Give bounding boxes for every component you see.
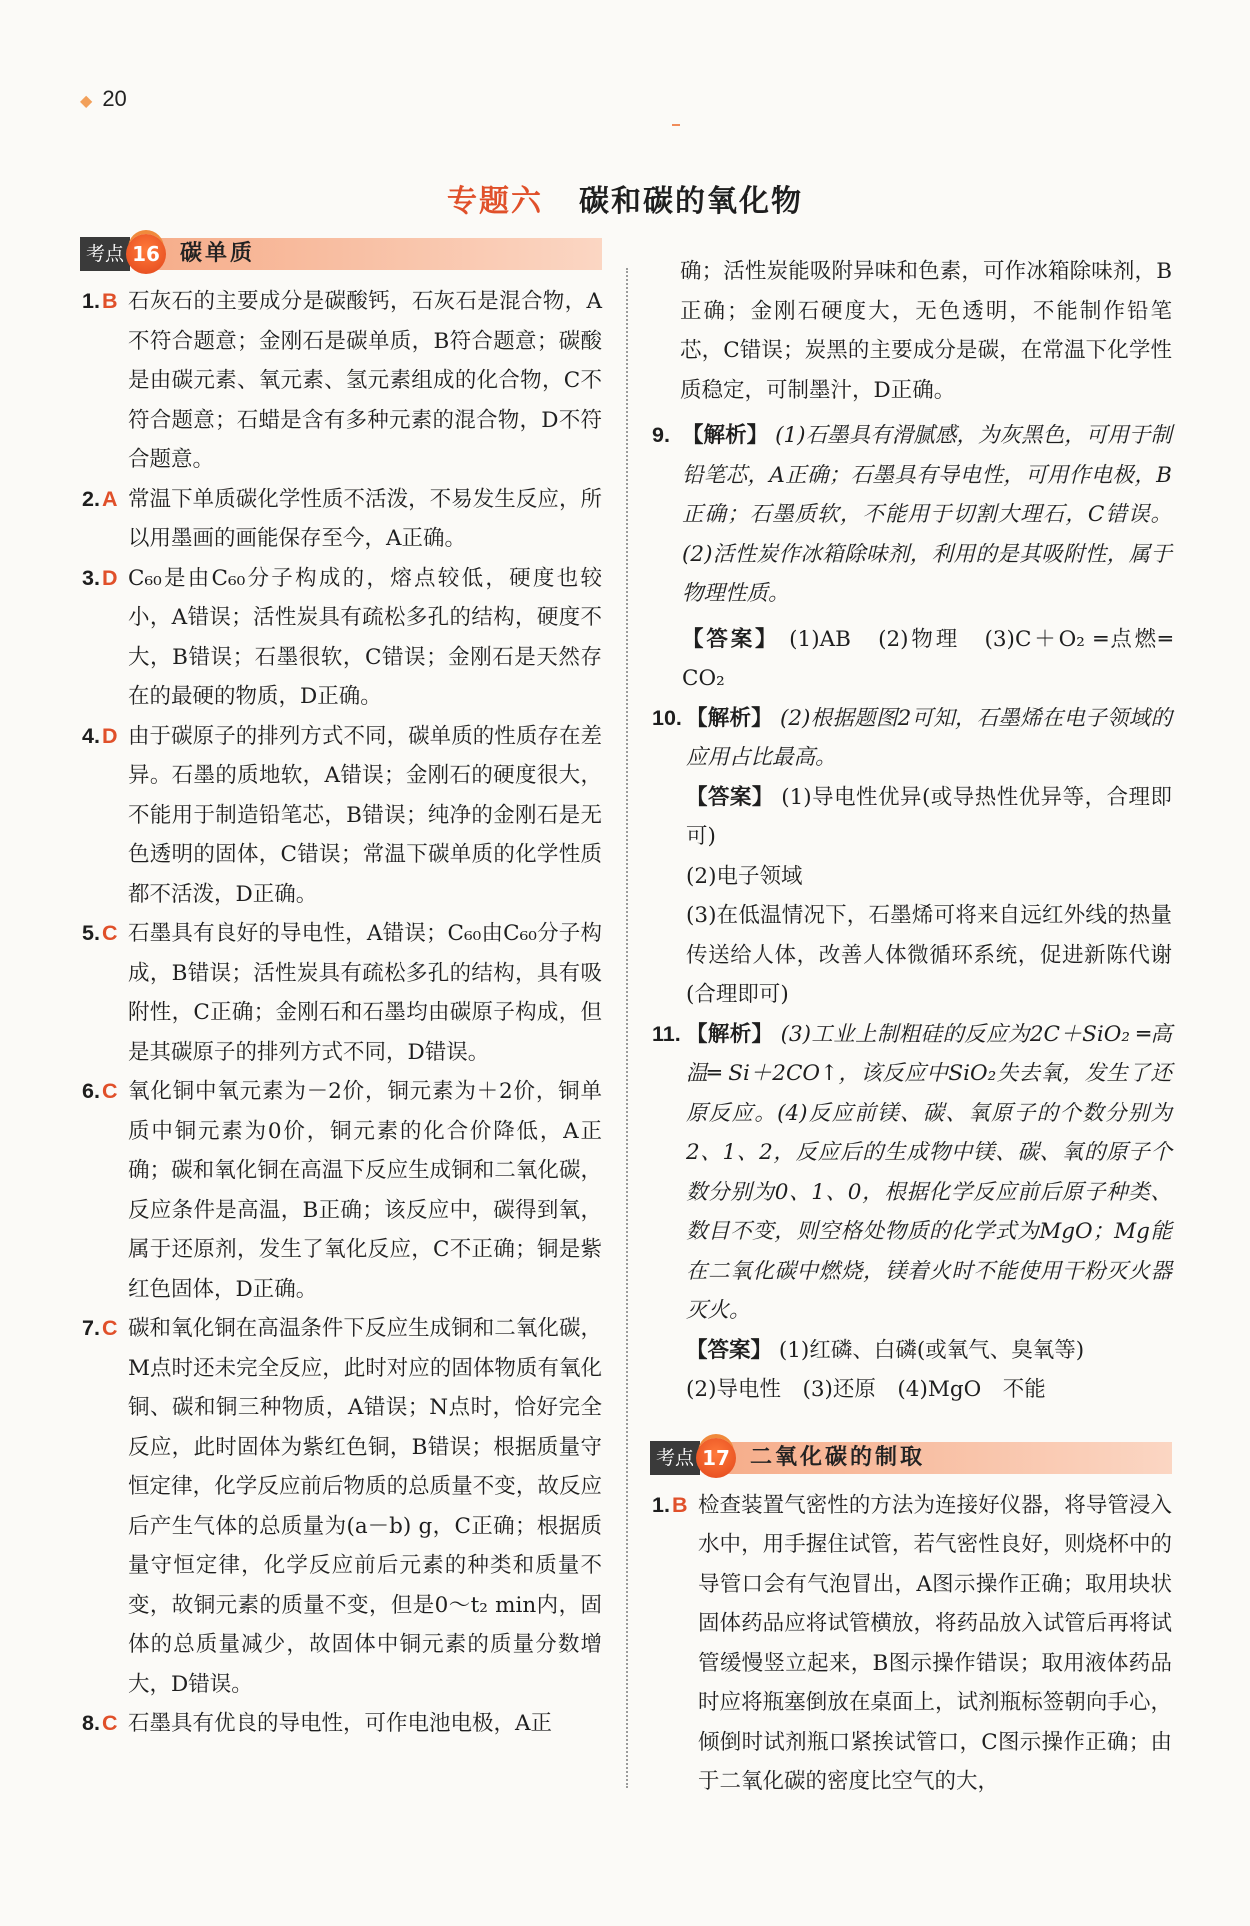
page-number-text: 20 [102, 86, 127, 111]
answer-letter: C [101, 1079, 118, 1103]
kaodian-label: 考点 [650, 1441, 700, 1475]
section-header-16 [80, 234, 602, 274]
topic-name: 碳和碳的氧化物 [579, 184, 803, 219]
answer-item-9: 9. 【解析】 (1)石墨具有滑腻感，为灰黑色，可用于制铅笔芯，A正确；石墨具有导电性，可用作电极，B正确；石墨质软，不能用于切割大理石，C错误。(2)活性炭作冰箱除味剂，利用的是其吸附性，属于物理性质。 【答案】 (1)AB (2)物理 (3)C＋O₂ ═点燃═ CO₂ [652, 416, 1172, 699]
answer-item-10: 10. 【解析】 (2)根据题图2可知，石墨烯在电子领域的应用占比最高。 【答案】 (1)导电性优异(或导热性优异等，合理即可) (2)电子领域 (3)在低温情况下，石墨烯可将来自远红外线的热量传送给人体，改善人体微循环系统，促进新陈代谢(合理即可) [652, 699, 1172, 1015]
answer-letter: D [101, 723, 118, 748]
explanation-text: 常温下单质碳化学性质不活泼，不易发生反应，所以用墨画的画能保存至今，A正确。 [128, 486, 602, 551]
answer-letter: C [101, 1316, 118, 1340]
answer-item-6: 6.C 氧化铜中氧元素为－2价，铜元素为＋2价，铜单质中铜元素为0价，铜元素的化合价降低，A正确；碳和氧化铜在高温下反应生成铜和二氧化碳，反应条件是高温，B正确；该反应中，碳得到氧，属于还原剂，发生了氧化反应，C不正确；铜是紫红色固体，D正确。 [82, 1072, 602, 1309]
answer-letter: A [101, 486, 118, 511]
answer-letter: C [101, 921, 118, 945]
explanation-text: 由于碳原子的排列方式不同，碳单质的性质存在差异。石墨的质地软，A错误；金刚石的硬度很大，不能用于制造铅笔芯，B错误；纯净的金刚石是无色透明的固体，C错误；常温下碳单质的化学性质都不活泼，D正确。 [128, 723, 602, 907]
analysis-text: (1)石墨具有滑腻感，为灰黑色，可用于制铅笔芯，A正确；石墨具有导电性，可用作电极，B正确；石墨质软，不能用于切割大理石，C错误。(2)活性炭作冰箱除味剂，利用的是其吸附性，属于物理性质。 [682, 423, 1172, 606]
flame-number-badge: 16 [126, 234, 166, 274]
answer-letter: B [101, 289, 118, 313]
answer-text: (2)导电性 (3)还原 (4)MgO 不能 [686, 1377, 1046, 1402]
answer-line [682, 620, 1172, 699]
explanation-text: 石灰石的主要成分是碳酸钙，石灰石是混合物，A不符合题意；金刚石是碳单质，B符合题意；碳酸是由碳元素、氧元素、氢元素组成的化合物，C不符合题意；石蜡是含有多种元素的混合物，D不符合题意。 [128, 289, 602, 472]
explanation-text: 石墨具有良好的导电性，A错误；C₆₀由C₆₀分子构成，B错误；活性炭具有疏松多孔的结构，具有吸附性，C正确；金刚石和石墨均由碳原子构成，但是其碳原子的排列方式不同，D错误。 [128, 921, 602, 1065]
explanation-text: 检查装置气密性的方法为连接好仪器，将导管浸入水中，用手握住试管，若气密性良好，则烧杯中的导管口会有气泡冒出，A图示操作正确；取用块状固体药品应将试管横放，将药品放入试管后再将试管缓慢竖立起来，B图示操作错误；取用液体药品时应将瓶塞倒放在桌面上，试剂瓶标签朝向手心，倾倒时试剂瓶口紧挨试管口，C图示操作正确；由于二氧化碳的密度比空气的大， [698, 1492, 1172, 1794]
decorative-dash [672, 124, 680, 126]
answer-letter: B [671, 1492, 688, 1517]
analysis-text: (2)根据题图2可知，石墨烯在电子领域的应用占比最高。 [686, 705, 1172, 770]
left-column [82, 241, 602, 1744]
analysis-tag: 【解析】 [686, 705, 773, 731]
explanation-text: 石墨具有优良的导电性，可作电池电极，A正 [128, 1711, 553, 1736]
diamond-icon: ◆ [80, 93, 93, 110]
flame-number-badge: 17 [696, 1438, 736, 1478]
answer-tag: 【答案】 [682, 626, 780, 652]
section-title: 碳单质 [180, 241, 256, 267]
right-column [652, 252, 1172, 1802]
answer-tag: 【答案】 [686, 784, 774, 810]
kaodian-label: 考点 [80, 237, 130, 271]
explanation-text: C₆₀是由C₆₀分子构成的，熔点较低，硬度也较小，A错误；活性炭具有疏松多孔的结构，硬度不大，B错误；石墨很软，C错误；金刚石是天然存在的最硬的物质，D正确。 [128, 565, 602, 709]
section-title: 二氧化碳的制取 [750, 1444, 926, 1470]
explanation-text: 氧化铜中氧元素为－2价，铜元素为＋2价，铜单质中铜元素为0价，铜元素的化合价降低，A正确；碳和氧化铜在高温下反应生成铜和二氧化碳，反应条件是高温，B正确；该反应中，碳得到氧，属于还原剂，发生了氧化反应，C不正确；铜是紫红色固体，D正确。 [128, 1079, 602, 1302]
page-number [80, 86, 127, 112]
answer-item-8: 8.C 石墨具有优良的导电性，可作电池电极，A正 [82, 1704, 602, 1744]
answer-letter: C [101, 1711, 118, 1735]
answer-item-5: 5.C 石墨具有良好的导电性，A错误；C₆₀由C₆₀分子构成，B错误；活性炭具有疏松多孔的结构，具有吸附性，C正确；金刚石和石墨均由碳原子构成，但是其碳原子的排列方式不同，D错误。 [82, 914, 602, 1072]
answer-text: (1)红磷、白磷(或氧气、臭氧等) [778, 1337, 1085, 1363]
topic-label: 专题六 [447, 184, 543, 219]
answer-item-3: 3.D C₆₀是由C₆₀分子构成的，熔点较低，硬度也较小，A错误；活性炭具有疏松多孔的结构，硬度不大，B错误；石墨很软，C错误；金刚石是天然存在的最硬的物质，D正确。 [82, 559, 602, 717]
answer-text: (2)电子领域 [686, 863, 803, 889]
answer-text: (3)在低温情况下，石墨烯可将来自远红外线的热量传送给人体，改善人体微循环系统，促进新陈代谢(合理即可) [686, 903, 1172, 1007]
answer-item-17-1: 1.B 检查装置气密性的方法为连接好仪器，将导管浸入水中，用手握住试管，若气密性良好，则烧杯中的导管口会有气泡冒出，A图示操作正确；取用块状固体药品应将试管横放，将药品放入试管后再将试管缓慢竖立起来，B图示操作错误；取用液体药品时应将瓶塞倒放在桌面上，试剂瓶标签朝向手心，倾倒时试剂瓶口紧挨试管口，C图示操作正确；由于二氧化碳的密度比空气的大， [652, 1486, 1172, 1802]
answer-line [686, 778, 1172, 857]
page-title [0, 176, 1250, 220]
answer-letter: D [101, 565, 118, 590]
answer-item-2: 2.A 常温下单质碳化学性质不活泼，不易发生反应，所以用墨画的画能保存至今，A正确。 [82, 480, 602, 559]
explanation-text: 碳和氧化铜在高温条件下反应生成铜和二氧化碳，M点时还未完全反应，此时对应的固体物质有氧化铜、碳和铜三种物质，A错误；N点时，恰好完全反应，此时固体为紫红色铜，B错误；根据质量守恒定律，化学反应前后物质的总质量不变，故反应后产生气体的总质量为(a－b) g，C正确；根据质量守恒定律，化学反应前后元素的种类和质量不变，故铜元素的质量不变，但是0～t₂ min内，固体的总质量减少，故固体中铜元素的质量分数增大，D错误。 [128, 1316, 602, 1697]
analysis-text: (3)工业上制粗硅的反应为2C＋SiO₂ ═高温═ Si＋2CO↑，该反应中SiO₂失去氧，发生了还原反应。(4)反应前镁、碳、氧原子的个数分别为2、1、2，反应后的生成物中镁、碳、氧的原子个数分别为0、1、0，根据化学反应前后原子种类、数目不变，则空格处物质的化学式为MgO；Mg能在二氧化碳中燃烧，镁着火时不能使用干粉灭火器灭火。 [686, 1021, 1172, 1323]
answer-item-7: 7.C 碳和氧化铜在高温条件下反应生成铜和二氧化碳，M点时还未完全反应，此时对应的固体物质有氧化铜、碳和铜三种物质，A错误；N点时，恰好完全反应，此时固体为紫红色铜，B错误；根据质量守恒定律，化学反应前后物质的总质量不变，故反应后产生气体的总质量为(a－b) g，C正确；根据质量守恒定律，化学反应前后元素的种类和质量不变，故铜元素的质量不变，但是0～t₂ min内，固体的总质量减少，故固体中铜元素的质量分数增大，D错误。 [82, 1309, 602, 1704]
answer-text: (1)AB (2)物理 (3)C＋O₂ ═点燃═ CO₂ [682, 626, 1172, 691]
answer-line [686, 1331, 1172, 1371]
item-8-continuation: 确；活性炭能吸附异味和色素，可作冰箱除味剂，B正确；金刚石硬度大，无色透明，不能制作铅笔芯，C错误；炭黑的主要成分是碳，在常温下化学性质稳定，可制墨汁，D正确。 [680, 259, 1172, 403]
analysis-tag: 【解析】 [686, 1021, 774, 1047]
analysis-tag: 【解析】 [682, 423, 769, 448]
answer-text: (1)导电性优异(或导热性优异等，合理即可) [686, 784, 1172, 849]
column-divider [626, 268, 628, 1788]
answer-item-1: 1.B 石灰石的主要成分是碳酸钙，石灰石是混合物，A不符合题意；金刚石是碳单质，B符合题意；碳酸是由碳元素、氧元素、氢元素组成的化合物，C不符合题意；石蜡是含有多种元素的混合物，D不符合题意。 [82, 282, 602, 480]
answer-tag: 【答案】 [686, 1337, 773, 1363]
section-header-17 [650, 1438, 1172, 1478]
answer-item-11: 11. 【解析】 (3)工业上制粗硅的反应为2C＋SiO₂ ═高温═ Si＋2CO↑，该反应中SiO₂失去氧，发生了还原反应。(4)反应前镁、碳、氧原子的个数分别为2、1、2，反应后的生成物中镁、碳、氧的原子个数分别为0、1、0，根据化学反应前后原子种类、数目不变，则空格处物质的化学式为MgO；Mg能在二氧化碳中燃烧，镁着火时不能使用干粉灭火器灭火。 【答案】 (1)红磷、白磷(或氧气、臭氧等) (2)导电性 (3)还原 (4)MgO 不能 [652, 1015, 1172, 1410]
answer-item-4: 4.D 由于碳原子的排列方式不同，碳单质的性质存在差异。石墨的质地软，A错误；金刚石的硬度很大，不能用于制造铅笔芯，B错误；纯净的金刚石是无色透明的固体，C错误；常温下碳单质的化学性质都不活泼，D正确。 [82, 717, 602, 915]
